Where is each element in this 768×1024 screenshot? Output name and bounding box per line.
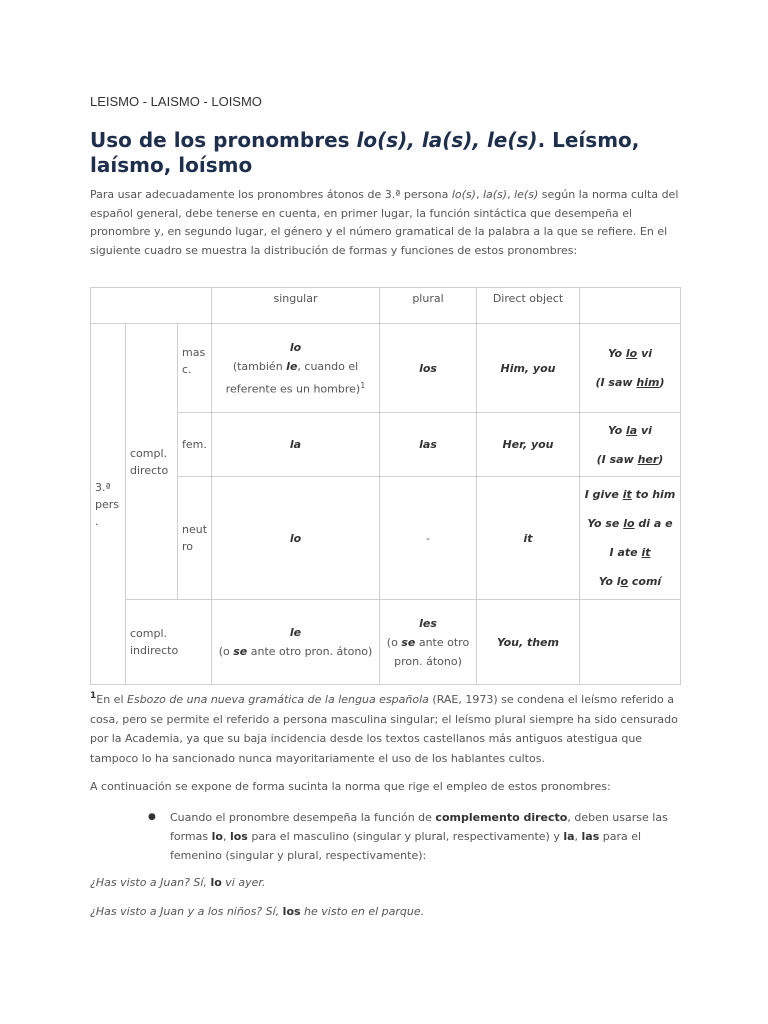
note-text: ante otro pron. átono) <box>247 645 373 658</box>
intro-text: según la norma culta del español general, debe tenerse en cuenta, en primer lugar, la función sintáctica que desempeña el pronombre y, en segundo lugar, el género y el número gramatical de la palabra a la que se refiere. En el siguiente cuadro se muestra la distribución de formas y funciones de estos pronombres: <box>90 188 679 257</box>
bullet-bold: las <box>581 830 600 843</box>
neutro-example-cell <box>580 477 681 600</box>
masc-plural-form: los <box>380 324 477 413</box>
footnote <box>90 687 686 768</box>
fem-example-cell <box>580 413 681 477</box>
fem-label: fem. <box>178 413 212 477</box>
compl-directo-label: compl. directo <box>126 324 178 600</box>
example-italic: vi ayer. <box>221 876 266 889</box>
indirecto-singular-cell <box>212 600 380 685</box>
bullet-dot-icon: ● <box>148 812 156 822</box>
heading-pronouns: lo(s), la(s), le(s) <box>356 128 538 152</box>
table-row-fem <box>91 413 681 477</box>
example-line <box>584 480 676 509</box>
ex-text: di a e <box>634 517 673 530</box>
masc-label: mas c. <box>178 324 212 413</box>
ex-text: (I saw <box>596 452 638 466</box>
header-plural: plural <box>380 288 477 324</box>
table-row-indirecto <box>91 600 681 685</box>
pronoun-table <box>90 287 681 685</box>
intro-italic: la(s) <box>482 188 508 201</box>
example-line <box>584 445 676 474</box>
bullet-text <box>170 808 678 865</box>
intro-italic: lo(s) <box>451 188 476 201</box>
example-italic: ¿Has visto a Juan y a los niños? Sí, <box>90 905 283 918</box>
table-row-neutro <box>91 477 681 600</box>
document-title: LEISMO - LAISMO - LOISMO <box>90 94 262 109</box>
heading-text: Uso de los pronombres <box>90 128 357 152</box>
ex-text: Yo l <box>598 575 621 588</box>
example-line <box>584 339 676 368</box>
neutro-label: neut ro <box>178 477 212 600</box>
ex-text: ) <box>658 452 664 466</box>
ex-text: I ate <box>609 546 642 559</box>
bullet-plain: , deben usarse las formas <box>170 811 668 843</box>
ex-underlined: it <box>622 488 632 501</box>
compl-indirecto-label: compl. indirecto <box>126 600 212 685</box>
fem-singular-form: la <box>212 413 380 477</box>
intro-text: , <box>475 188 483 201</box>
masc-english: Him, you <box>477 324 580 413</box>
masc-singular-form: lo <box>289 340 302 354</box>
intro-italic: le(s) <box>514 188 539 201</box>
indirecto-plural-cell <box>380 600 477 685</box>
masc-singular-note <box>216 357 375 399</box>
ex-underlined: him <box>636 376 660 389</box>
indirecto-plural-form: les <box>419 616 437 630</box>
header-empty-cell <box>580 288 681 324</box>
indirecto-english: You, them <box>477 600 580 685</box>
header-direct-object: Direct object <box>477 288 580 324</box>
neutro-english: it <box>477 477 580 600</box>
ex-text: (I saw <box>595 376 637 389</box>
note-text: ante otro pron. átono) <box>394 635 470 668</box>
bullet-bold: la <box>563 830 575 843</box>
note-bold: se <box>401 635 416 649</box>
ex-underlined: it <box>641 546 651 559</box>
heading-text-end: . Leísmo, laísmo, loísmo <box>90 128 640 177</box>
indirecto-example-cell <box>580 600 681 685</box>
footnote-text: (RAE, 1973) se condena el leísmo referido a cosa, pero se permite el referido a persona masculina singular; el leísmo plural siempre ha sido censurado por la Academia, ya que su baja incidencia desde los textos castellanos más antiguos atestigua que tampoco lo ha sancionado nunca mayoritariamente el uso de los hablantes cultos. <box>90 693 678 765</box>
person-label: 3.ª pers . <box>91 324 126 685</box>
ex-text: vi <box>637 347 653 360</box>
ex-text: Yo <box>607 347 626 360</box>
intro-text: , <box>507 188 515 201</box>
bullet-plain: , <box>574 830 582 843</box>
ex-text: Yo <box>608 423 626 437</box>
bullet-bold: complemento directo <box>435 811 568 824</box>
table-corner-cell <box>91 288 212 324</box>
note-bold: se <box>233 645 248 658</box>
masc-example-cell <box>580 324 681 413</box>
bullet-bold: los <box>229 830 248 843</box>
ex-text: comí <box>628 575 662 588</box>
bullet-plain: para el masculino (singular y plural, respectivamente) y <box>247 830 564 843</box>
fem-english: Her, you <box>477 413 580 477</box>
example-bold: lo <box>210 876 222 889</box>
ex-underlined: lo <box>623 517 635 530</box>
example-line <box>584 509 676 538</box>
example-italic: ¿Has visto a Juan? Sí, <box>90 876 211 889</box>
bullet-plain: para el femenino (singular y plural, respectivamente): <box>170 830 642 862</box>
neutro-plural-form: - <box>380 477 477 600</box>
example-line <box>584 567 676 596</box>
ex-text: I give <box>584 488 623 501</box>
ex-text: to him <box>631 488 676 501</box>
example-bold: los <box>282 905 301 918</box>
example-line <box>584 538 676 567</box>
example-line <box>584 368 676 397</box>
footnote-number: 1 <box>90 691 97 701</box>
bullet-plain: , <box>222 830 230 843</box>
bullet-bold: lo <box>211 830 223 843</box>
note-bold: le <box>286 359 298 373</box>
bullet-plain: Cuando el pronombre desempeña la función de <box>170 811 436 824</box>
section-heading <box>90 128 690 178</box>
ex-text: Yo se <box>587 517 624 530</box>
continuation-paragraph: A continuación se expone de forma sucinta la norma que rige el empleo de estos pronombres: <box>90 780 611 793</box>
footnote-text: En el <box>96 693 128 706</box>
intro-text: Para usar adecuadamente los pronombres átonos de 3.ª persona <box>90 188 452 201</box>
note-text: (o <box>386 635 402 649</box>
ex-underlined: la <box>625 423 638 437</box>
note-text: (o <box>218 645 234 658</box>
note-text: (también <box>232 359 287 373</box>
ex-text: vi <box>637 423 652 437</box>
header-singular: singular <box>212 288 380 324</box>
indirecto-plural-note <box>384 633 472 671</box>
example-sentence-2 <box>90 903 686 922</box>
fem-plural-form: las <box>380 413 477 477</box>
footnote-ref: 1 <box>360 380 366 390</box>
footnote-italic: Esbozo de una nueva gramática de la lengua española <box>127 693 429 706</box>
example-line <box>584 416 676 445</box>
indirecto-singular-form: le <box>289 626 302 639</box>
table-row-masc <box>91 324 681 413</box>
masc-singular-cell <box>212 324 380 413</box>
neutro-singular-form: lo <box>212 477 380 600</box>
ex-underlined: lo <box>625 347 638 360</box>
example-sentence-1 <box>90 874 686 893</box>
ex-underlined: o <box>620 575 629 588</box>
indirecto-singular-note <box>216 642 375 661</box>
table-header-row <box>91 288 681 324</box>
ex-underlined: her <box>637 452 659 466</box>
example-italic: he visto en el parque. <box>300 905 425 918</box>
ex-text: ) <box>659 376 665 389</box>
intro-paragraph <box>90 186 686 260</box>
note-text: , cuando el referente es un hombre) <box>225 359 361 396</box>
